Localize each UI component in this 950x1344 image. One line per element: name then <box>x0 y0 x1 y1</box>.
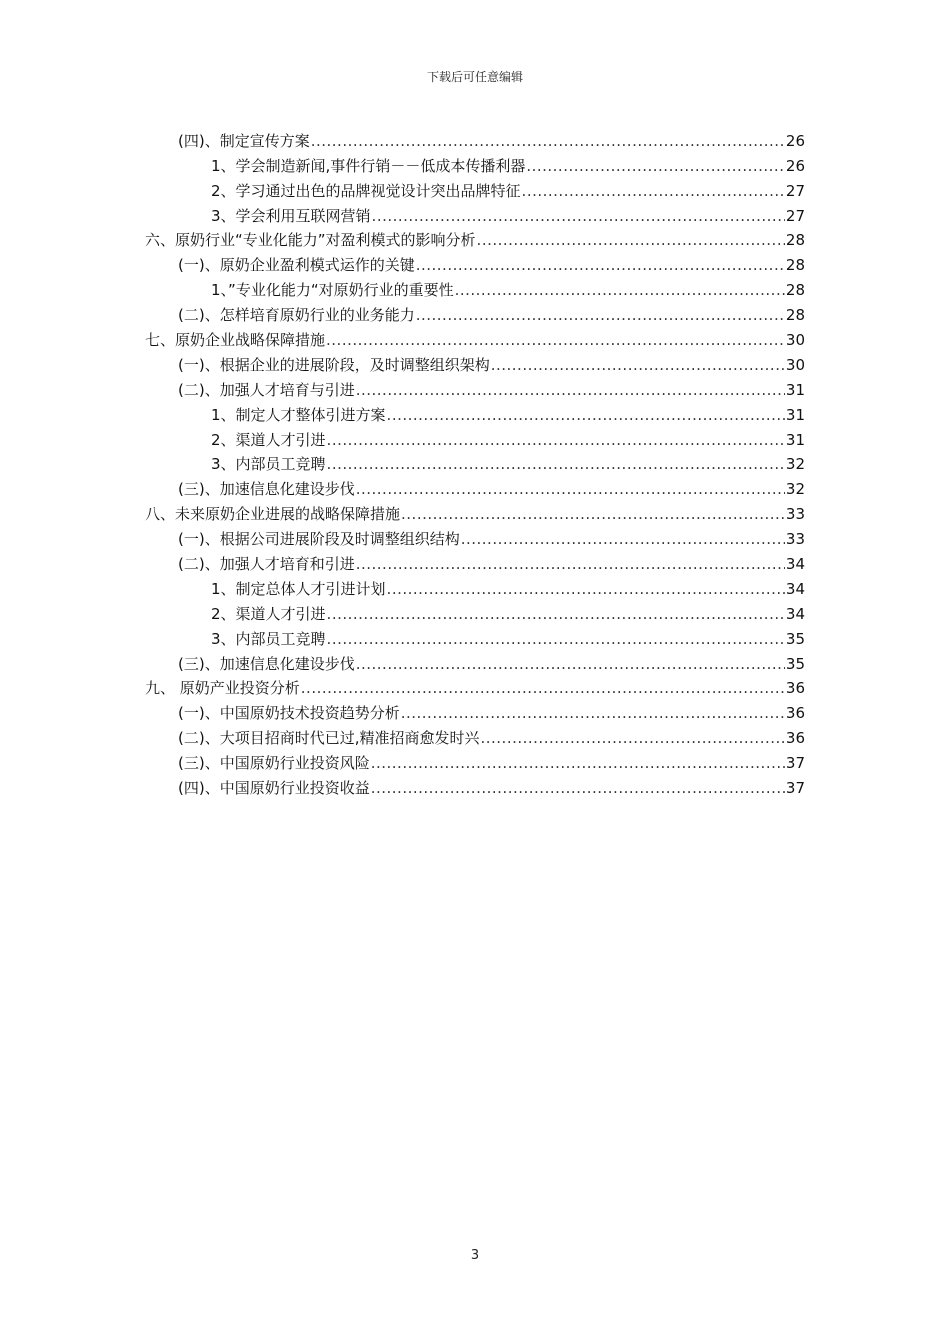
toc-entry-page: 31 <box>785 430 805 449</box>
toc-entry-page: 30 <box>785 331 805 350</box>
toc-entry-title: 2、渠道人才引进 <box>211 604 326 623</box>
toc-leader-dots <box>387 579 785 599</box>
toc-entry-title: (一)、根据公司进展阶段及时调整组织结构 <box>178 530 460 549</box>
toc-leader-dots <box>301 678 785 698</box>
toc-entry-page: 28 <box>785 306 805 325</box>
toc-entry[interactable] <box>145 201 805 226</box>
toc-leader-dots <box>477 230 785 250</box>
toc-entry[interactable] <box>145 624 805 649</box>
toc-leader-dots <box>356 554 785 574</box>
toc-entry[interactable] <box>145 599 805 624</box>
toc-entry-page: 32 <box>785 455 805 474</box>
toc-entry-page: 37 <box>785 779 805 798</box>
toc-entry-page: 34 <box>785 579 805 598</box>
toc-leader-dots <box>356 380 785 400</box>
toc-entry[interactable] <box>145 674 805 699</box>
toc-entry-title: 2、渠道人才引进 <box>211 430 326 449</box>
toc-entry-title: (二)、加强人才培育与引进 <box>178 380 355 399</box>
toc-entry-title: (二)、加强人才培育和引进 <box>178 555 355 574</box>
toc-entry-page: 30 <box>785 355 805 374</box>
toc-entry[interactable] <box>145 698 805 723</box>
toc-entry-title: 3、内部员工竞聘 <box>211 629 326 648</box>
toc-entry-title: 3、内部员工竞聘 <box>211 455 326 474</box>
toc-entry[interactable] <box>145 250 805 275</box>
toc-entry[interactable] <box>145 748 805 773</box>
toc-entry[interactable] <box>145 400 805 425</box>
toc-entry-title: (二)、怎样培育原奶行业的业务能力 <box>178 306 415 325</box>
toc-entry-page: 27 <box>785 181 805 200</box>
toc-leader-dots <box>356 654 785 674</box>
toc-leader-dots <box>461 529 785 549</box>
toc-leader-dots <box>327 430 785 450</box>
toc-leader-dots <box>327 454 785 474</box>
toc-leader-dots <box>401 504 785 524</box>
toc-entry-page: 28 <box>785 231 805 250</box>
toc-entry[interactable] <box>145 524 805 549</box>
toc-leader-dots <box>356 479 785 499</box>
toc-entry-page: 31 <box>785 405 805 424</box>
toc-entry-page: 27 <box>785 206 805 225</box>
toc-entry-title: 1、”专业化能力“对原奶行业的重要性 <box>211 281 454 300</box>
toc-entry[interactable] <box>145 474 805 499</box>
toc-entry[interactable] <box>145 425 805 450</box>
toc-entry-title: (三)、加速信息化建设步伐 <box>178 654 355 673</box>
toc-leader-dots <box>401 703 785 723</box>
toc-entry[interactable] <box>145 325 805 350</box>
toc-entry[interactable] <box>145 300 805 325</box>
toc-entry[interactable] <box>145 723 805 748</box>
toc-entry-title: (一)、中国原奶技术投资趋势分析 <box>178 704 400 723</box>
toc-entry-page: 36 <box>785 729 805 748</box>
toc-entry-title: 1、制定人才整体引进方案 <box>211 405 386 424</box>
toc-leader-dots <box>416 305 785 325</box>
toc-leader-dots <box>387 405 785 425</box>
toc-entry-page: 37 <box>785 754 805 773</box>
toc-leader-dots <box>327 604 785 624</box>
page-header: 下载后可任意编辑 <box>426 70 523 84</box>
toc-entry-page: 28 <box>785 256 805 275</box>
toc-entry[interactable] <box>145 450 805 475</box>
toc-entry-page: 31 <box>785 380 805 399</box>
toc-entry-title: (三)、中国原奶行业投资风险 <box>178 754 370 773</box>
toc-entry-page: 32 <box>785 480 805 499</box>
toc-leader-dots <box>455 280 785 300</box>
toc-entry-title: 七、原奶企业战略保障措施 <box>145 331 326 350</box>
toc-entry-title: 3、学会利用互联网营销 <box>211 206 371 225</box>
toc-entry-page: 36 <box>785 704 805 723</box>
toc-entry-title: 2、学习通过出色的品牌视觉设计突出品牌特征 <box>211 181 521 200</box>
toc-leader-dots <box>522 181 785 201</box>
toc-entry-title: (一)、根据企业的进展阶段，及时调整组织架构 <box>178 355 490 374</box>
toc-entry[interactable] <box>145 350 805 375</box>
toc-entry-title: 1、学会制造新闻,事件行销－－低成本传播利器 <box>211 156 526 175</box>
toc-entry-page: 26 <box>785 131 805 150</box>
toc-leader-dots <box>327 629 785 649</box>
toc-entry[interactable] <box>145 151 805 176</box>
toc-entry-title: (四)、中国原奶行业投资收益 <box>178 779 370 798</box>
toc-entry[interactable] <box>145 773 805 798</box>
toc-entry[interactable] <box>145 176 805 201</box>
toc-leader-dots <box>311 131 785 151</box>
toc-entry[interactable] <box>145 574 805 599</box>
toc-entry[interactable] <box>145 275 805 300</box>
page-number: 3 <box>470 1248 480 1263</box>
toc-entry[interactable] <box>145 226 805 251</box>
toc-entry-title: 八、未来原奶企业进展的战略保障措施 <box>145 505 401 524</box>
toc-entry-title: 九、 原奶产业投资分析 <box>145 679 300 698</box>
toc-leader-dots <box>480 728 784 748</box>
toc-entry-page: 26 <box>785 156 805 175</box>
table-of-contents <box>145 126 805 798</box>
toc-leader-dots <box>371 778 785 798</box>
toc-entry[interactable] <box>145 126 805 151</box>
toc-entry-title: 1、制定总体人才引进计划 <box>211 579 386 598</box>
toc-entry-page: 28 <box>785 281 805 300</box>
toc-leader-dots <box>526 156 785 176</box>
toc-entry-page: 35 <box>785 654 805 673</box>
toc-entry-page: 34 <box>785 604 805 623</box>
toc-entry-page: 34 <box>785 555 805 574</box>
toc-entry-page: 35 <box>785 629 805 648</box>
toc-leader-dots <box>491 355 785 375</box>
toc-leader-dots <box>416 255 785 275</box>
toc-leader-dots <box>372 206 785 226</box>
toc-entry-title: (二)、大项目招商时代已过,精准招商愈发时兴 <box>178 729 480 748</box>
toc-leader-dots <box>371 753 785 773</box>
toc-entry-title: 六、原奶行业“专业化能力”对盈利模式的影响分析 <box>145 231 476 250</box>
toc-entry[interactable] <box>145 499 805 524</box>
toc-entry-page: 33 <box>785 530 805 549</box>
toc-entry-title: (三)、加速信息化建设步伐 <box>178 480 355 499</box>
toc-entry[interactable] <box>145 649 805 674</box>
toc-entry-title: (一)、原奶企业盈利模式运作的关键 <box>178 256 415 275</box>
toc-entry-title: (四)、制定宣传方案 <box>178 131 310 150</box>
toc-entry[interactable] <box>145 375 805 400</box>
toc-entry-page: 33 <box>785 505 805 524</box>
toc-entry-page: 36 <box>785 679 805 698</box>
toc-entry[interactable] <box>145 549 805 574</box>
toc-leader-dots <box>326 330 785 350</box>
